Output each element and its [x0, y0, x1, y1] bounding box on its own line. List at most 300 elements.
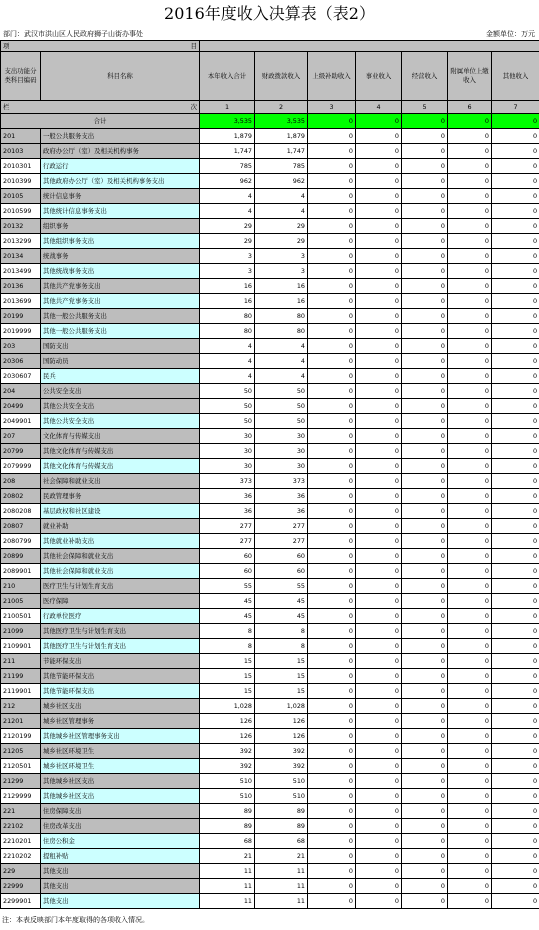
row-fiscal-income: 89 — [255, 804, 308, 819]
row-col-4: 0 — [356, 564, 402, 579]
row-col-3: 0 — [308, 129, 356, 144]
footnote: 注：本表反映部门本年度取得的各项收入情况。 — [2, 916, 149, 924]
header-item-left: 项 — [3, 42, 10, 50]
row-name: 其他医疗卫生与计划生育支出 — [41, 639, 200, 654]
row-col-7: 0 — [492, 714, 539, 729]
row-col-7: 0 — [492, 744, 539, 759]
row-fiscal-income: 80 — [255, 309, 308, 324]
row-col-4: 0 — [356, 864, 402, 879]
row-fiscal-income: 4 — [255, 354, 308, 369]
row-col-3: 0 — [308, 234, 356, 249]
row-code: 204 — [1, 384, 41, 399]
row-col-4: 0 — [356, 429, 402, 444]
row-col-6: 0 — [448, 864, 492, 879]
header-item-right: 目 — [190, 42, 197, 50]
row-col-5: 0 — [402, 264, 448, 279]
row-name: 其他公共安全支出 — [41, 414, 200, 429]
total-label: 合计 — [1, 114, 200, 129]
col-num-6: 6 — [448, 101, 492, 114]
row-total-income: 50 — [200, 399, 255, 414]
row-col-4: 0 — [356, 144, 402, 159]
row-col-4: 0 — [356, 354, 402, 369]
row-col-7: 0 — [492, 279, 539, 294]
row-col-7: 0 — [492, 399, 539, 414]
row-name: 其他组织事务支出 — [41, 234, 200, 249]
row-col-4: 0 — [356, 474, 402, 489]
row-name: 其他政府办公厅（室）及相关机构事务支出 — [41, 174, 200, 189]
row-col-6: 0 — [448, 654, 492, 669]
row-fiscal-income: 55 — [255, 579, 308, 594]
row-name: 其他医疗卫生与计划生育支出 — [41, 624, 200, 639]
row-col-3: 0 — [308, 414, 356, 429]
row-col-4: 0 — [356, 609, 402, 624]
row-total-income: 50 — [200, 414, 255, 429]
row-col-5: 0 — [402, 864, 448, 879]
row-col-3: 0 — [308, 519, 356, 534]
row-col-3: 0 — [308, 714, 356, 729]
row-col-4: 0 — [356, 849, 402, 864]
row-col-7: 0 — [492, 594, 539, 609]
row-code: 211 — [1, 654, 41, 669]
row-code: 20105 — [1, 189, 41, 204]
row-col-7: 0 — [492, 669, 539, 684]
row-name: 其他支出 — [41, 879, 200, 894]
row-total-income: 80 — [200, 324, 255, 339]
row-fiscal-income: 50 — [255, 414, 308, 429]
row-code: 2049901 — [1, 414, 41, 429]
row-total-income: 36 — [200, 489, 255, 504]
row-code: 207 — [1, 429, 41, 444]
row-col-5: 0 — [402, 654, 448, 669]
row-fiscal-income: 277 — [255, 534, 308, 549]
row-col-4: 0 — [356, 234, 402, 249]
row-total-income: 89 — [200, 819, 255, 834]
row-col-5: 0 — [402, 234, 448, 249]
row-fiscal-income: 11 — [255, 894, 308, 909]
row-total-income: 16 — [200, 294, 255, 309]
table-row — [1, 459, 539, 474]
row-total-income: 15 — [200, 654, 255, 669]
row-col-4: 0 — [356, 414, 402, 429]
row-col-4: 0 — [356, 669, 402, 684]
row-fiscal-income: 30 — [255, 444, 308, 459]
col-num-2: 2 — [255, 101, 308, 114]
row-col-4: 0 — [356, 129, 402, 144]
row-col-3: 0 — [308, 594, 356, 609]
row-col-7: 0 — [492, 144, 539, 159]
table-row — [1, 384, 539, 399]
row-code: 2120501 — [1, 759, 41, 774]
row-col-3: 0 — [308, 729, 356, 744]
row-col-6: 0 — [448, 354, 492, 369]
table-row — [1, 864, 539, 879]
row-code: 2013699 — [1, 294, 41, 309]
row-col-5: 0 — [402, 324, 448, 339]
row-name: 统战事务 — [41, 249, 200, 264]
row-total-income: 68 — [200, 834, 255, 849]
row-col-5: 0 — [402, 744, 448, 759]
row-col-4: 0 — [356, 699, 402, 714]
header-col-7: 其他收入 — [492, 52, 539, 101]
table-row — [1, 564, 539, 579]
row-col-6: 0 — [448, 549, 492, 564]
row-col-7: 0 — [492, 384, 539, 399]
row-total-income: 4 — [200, 369, 255, 384]
row-col-3: 0 — [308, 474, 356, 489]
row-col-3: 0 — [308, 279, 356, 294]
row-col-7: 0 — [492, 474, 539, 489]
row-name: 其他支出 — [41, 894, 200, 909]
row-col-6: 0 — [448, 474, 492, 489]
row-col-5: 0 — [402, 579, 448, 594]
row-col-7: 0 — [492, 264, 539, 279]
row-col-5: 0 — [402, 249, 448, 264]
row-code: 2120199 — [1, 729, 41, 744]
row-col-7: 0 — [492, 294, 539, 309]
row-name: 住房公积金 — [41, 834, 200, 849]
row-total-income: 3 — [200, 249, 255, 264]
header-item-cell — [1, 41, 200, 52]
row-fiscal-income: 4 — [255, 369, 308, 384]
table-row — [1, 399, 539, 414]
row-total-income: 50 — [200, 384, 255, 399]
table-row — [1, 774, 539, 789]
row-col-4: 0 — [356, 834, 402, 849]
header-index-cell — [1, 101, 200, 114]
total-value-7: 0 — [492, 114, 539, 129]
row-code: 20802 — [1, 489, 41, 504]
row-total-income: 1,879 — [200, 129, 255, 144]
row-col-6: 0 — [448, 639, 492, 654]
row-code: 20103 — [1, 144, 41, 159]
row-total-income: 80 — [200, 309, 255, 324]
row-col-3: 0 — [308, 789, 356, 804]
row-col-3: 0 — [308, 219, 356, 234]
row-col-7: 0 — [492, 189, 539, 204]
row-col-4: 0 — [356, 879, 402, 894]
row-total-income: 36 — [200, 504, 255, 519]
row-code: 2210201 — [1, 834, 41, 849]
row-fiscal-income: 8 — [255, 624, 308, 639]
row-col-5: 0 — [402, 384, 448, 399]
row-col-5: 0 — [402, 714, 448, 729]
row-col-6: 0 — [448, 624, 492, 639]
row-col-3: 0 — [308, 774, 356, 789]
row-col-3: 0 — [308, 384, 356, 399]
row-col-7: 0 — [492, 879, 539, 894]
row-col-7: 0 — [492, 369, 539, 384]
row-col-5: 0 — [402, 849, 448, 864]
header-row-index — [1, 101, 539, 114]
row-fiscal-income: 510 — [255, 789, 308, 804]
row-col-3: 0 — [308, 489, 356, 504]
row-col-6: 0 — [448, 834, 492, 849]
row-col-7: 0 — [492, 444, 539, 459]
row-code: 2210202 — [1, 849, 41, 864]
row-col-6: 0 — [448, 534, 492, 549]
row-name: 一般公共服务支出 — [41, 129, 200, 144]
row-col-4: 0 — [356, 519, 402, 534]
row-name: 其他统战事务支出 — [41, 264, 200, 279]
table-row — [1, 669, 539, 684]
row-name: 其他支出 — [41, 864, 200, 879]
row-col-3: 0 — [308, 699, 356, 714]
row-fiscal-income: 392 — [255, 759, 308, 774]
row-name: 城乡社区管理事务 — [41, 714, 200, 729]
row-col-3: 0 — [308, 354, 356, 369]
row-name: 行政运行 — [41, 159, 200, 174]
row-col-7: 0 — [492, 564, 539, 579]
row-col-6: 0 — [448, 189, 492, 204]
row-name: 其他城乡社区支出 — [41, 789, 200, 804]
total-value-3: 0 — [308, 114, 356, 129]
row-code: 203 — [1, 339, 41, 354]
row-name: 医疗保障 — [41, 594, 200, 609]
row-col-3: 0 — [308, 249, 356, 264]
row-name: 其他社会保障和就业支出 — [41, 549, 200, 564]
row-col-6: 0 — [448, 414, 492, 429]
row-col-7: 0 — [492, 459, 539, 474]
table-row — [1, 504, 539, 519]
row-code: 21201 — [1, 714, 41, 729]
row-col-3: 0 — [308, 639, 356, 654]
header-col-4: 事业收入 — [356, 52, 402, 101]
row-col-4: 0 — [356, 444, 402, 459]
row-fiscal-income: 11 — [255, 864, 308, 879]
row-code: 2129999 — [1, 789, 41, 804]
row-col-5: 0 — [402, 684, 448, 699]
row-fiscal-income: 36 — [255, 489, 308, 504]
header-code: 支出功能分类科目编码 — [1, 52, 41, 101]
row-col-5: 0 — [402, 834, 448, 849]
row-code: 2119901 — [1, 684, 41, 699]
total-value-5: 0 — [402, 114, 448, 129]
row-fiscal-income: 15 — [255, 654, 308, 669]
row-col-7: 0 — [492, 639, 539, 654]
table-row — [1, 264, 539, 279]
row-col-5: 0 — [402, 459, 448, 474]
row-col-6: 0 — [448, 234, 492, 249]
header-name: 科目名称 — [41, 52, 200, 101]
table-row — [1, 534, 539, 549]
row-total-income: 126 — [200, 714, 255, 729]
total-value-4: 0 — [356, 114, 402, 129]
row-name: 其他城乡社区支出 — [41, 774, 200, 789]
row-name: 城乡社区环境卫生 — [41, 744, 200, 759]
row-fiscal-income: 4 — [255, 204, 308, 219]
row-col-5: 0 — [402, 669, 448, 684]
row-col-7: 0 — [492, 684, 539, 699]
table-row — [1, 729, 539, 744]
table-row — [1, 174, 539, 189]
table-row — [1, 639, 539, 654]
row-col-5: 0 — [402, 894, 448, 909]
row-total-income: 30 — [200, 444, 255, 459]
row-col-6: 0 — [448, 249, 492, 264]
row-fiscal-income: 1,028 — [255, 699, 308, 714]
table-row — [1, 144, 539, 159]
row-col-5: 0 — [402, 519, 448, 534]
row-total-income: 3 — [200, 264, 255, 279]
row-col-3: 0 — [308, 849, 356, 864]
row-col-7: 0 — [492, 129, 539, 144]
row-col-3: 0 — [308, 609, 356, 624]
row-name: 节能环保支出 — [41, 654, 200, 669]
row-col-6: 0 — [448, 159, 492, 174]
table-row — [1, 339, 539, 354]
row-col-4: 0 — [356, 639, 402, 654]
table-row — [1, 429, 539, 444]
table-row — [1, 849, 539, 864]
row-code: 2030607 — [1, 369, 41, 384]
row-col-4: 0 — [356, 819, 402, 834]
table-row — [1, 624, 539, 639]
row-name: 提租补贴 — [41, 849, 200, 864]
row-name: 国防支出 — [41, 339, 200, 354]
row-col-6: 0 — [448, 504, 492, 519]
row-col-5: 0 — [402, 609, 448, 624]
table-row — [1, 699, 539, 714]
row-name: 政府办公厅（室）及相关机构事务 — [41, 144, 200, 159]
row-fiscal-income: 45 — [255, 594, 308, 609]
row-fiscal-income: 8 — [255, 639, 308, 654]
row-col-4: 0 — [356, 189, 402, 204]
row-col-5: 0 — [402, 774, 448, 789]
row-col-6: 0 — [448, 339, 492, 354]
row-col-7: 0 — [492, 549, 539, 564]
row-code: 2010399 — [1, 174, 41, 189]
table-row — [1, 309, 539, 324]
row-name: 民兵 — [41, 369, 200, 384]
row-total-income: 60 — [200, 564, 255, 579]
row-code: 22999 — [1, 879, 41, 894]
row-col-5: 0 — [402, 279, 448, 294]
table-row — [1, 354, 539, 369]
row-col-5: 0 — [402, 189, 448, 204]
row-col-4: 0 — [356, 744, 402, 759]
row-col-5: 0 — [402, 354, 448, 369]
row-col-5: 0 — [402, 504, 448, 519]
row-col-6: 0 — [448, 129, 492, 144]
table-row — [1, 204, 539, 219]
row-total-income: 55 — [200, 579, 255, 594]
row-total-income: 8 — [200, 639, 255, 654]
row-col-4: 0 — [356, 579, 402, 594]
row-total-income: 60 — [200, 549, 255, 564]
row-col-3: 0 — [308, 399, 356, 414]
row-total-income: 4 — [200, 339, 255, 354]
row-total-income: 4 — [200, 354, 255, 369]
row-col-3: 0 — [308, 654, 356, 669]
row-name: 就业补助 — [41, 519, 200, 534]
row-name: 其他文化体育与传媒支出 — [41, 444, 200, 459]
table-row — [1, 789, 539, 804]
row-col-7: 0 — [492, 789, 539, 804]
department-label: 部门：武汉市洪山区人民政府狮子山街办事处 — [3, 30, 143, 38]
row-col-6: 0 — [448, 399, 492, 414]
row-col-3: 0 — [308, 294, 356, 309]
row-col-5: 0 — [402, 759, 448, 774]
row-col-4: 0 — [356, 534, 402, 549]
row-fiscal-income: 29 — [255, 234, 308, 249]
row-col-7: 0 — [492, 489, 539, 504]
row-name: 其他统计信息事务支出 — [41, 204, 200, 219]
table-row — [1, 714, 539, 729]
row-col-4: 0 — [356, 774, 402, 789]
row-name: 其他一般公共服务支出 — [41, 309, 200, 324]
row-col-7: 0 — [492, 174, 539, 189]
total-row — [1, 114, 539, 129]
row-col-6: 0 — [448, 879, 492, 894]
row-code: 2019999 — [1, 324, 41, 339]
row-col-3: 0 — [308, 174, 356, 189]
row-fiscal-income: 785 — [255, 159, 308, 174]
row-col-7: 0 — [492, 579, 539, 594]
row-total-income: 373 — [200, 474, 255, 489]
row-col-7: 0 — [492, 429, 539, 444]
row-col-3: 0 — [308, 579, 356, 594]
row-name: 其他文化体育与传媒支出 — [41, 459, 200, 474]
row-col-4: 0 — [356, 309, 402, 324]
row-col-4: 0 — [356, 324, 402, 339]
row-name: 其他城乡社区管理事务支出 — [41, 729, 200, 744]
table-row — [1, 249, 539, 264]
unit-label: 金额单位：万元 — [486, 30, 535, 38]
row-col-5: 0 — [402, 429, 448, 444]
row-col-6: 0 — [448, 264, 492, 279]
row-col-6: 0 — [448, 699, 492, 714]
row-code: 20899 — [1, 549, 41, 564]
row-fiscal-income: 30 — [255, 459, 308, 474]
row-col-6: 0 — [448, 759, 492, 774]
row-col-7: 0 — [492, 519, 539, 534]
row-col-7: 0 — [492, 654, 539, 669]
row-col-5: 0 — [402, 489, 448, 504]
row-col-3: 0 — [308, 459, 356, 474]
row-fiscal-income: 962 — [255, 174, 308, 189]
total-value-6: 0 — [448, 114, 492, 129]
row-fiscal-income: 16 — [255, 294, 308, 309]
row-code: 20306 — [1, 354, 41, 369]
row-total-income: 29 — [200, 234, 255, 249]
total-value-1: 3,535 — [200, 114, 255, 129]
row-fiscal-income: 50 — [255, 399, 308, 414]
row-col-4: 0 — [356, 504, 402, 519]
row-col-4: 0 — [356, 804, 402, 819]
row-code: 22102 — [1, 819, 41, 834]
row-col-3: 0 — [308, 369, 356, 384]
row-name: 其他公共安全支出 — [41, 399, 200, 414]
row-col-4: 0 — [356, 894, 402, 909]
table-row — [1, 234, 539, 249]
row-code: 201 — [1, 129, 41, 144]
row-code: 2013299 — [1, 234, 41, 249]
row-col-4: 0 — [356, 399, 402, 414]
row-fiscal-income: 68 — [255, 834, 308, 849]
row-name: 住房改革支出 — [41, 819, 200, 834]
row-col-5: 0 — [402, 534, 448, 549]
table-row — [1, 684, 539, 699]
row-col-5: 0 — [402, 399, 448, 414]
row-col-7: 0 — [492, 819, 539, 834]
row-name: 其他节能环保支出 — [41, 669, 200, 684]
row-col-3: 0 — [308, 504, 356, 519]
row-col-6: 0 — [448, 279, 492, 294]
row-fiscal-income: 15 — [255, 684, 308, 699]
row-col-3: 0 — [308, 264, 356, 279]
row-total-income: 1,747 — [200, 144, 255, 159]
row-code: 20136 — [1, 279, 41, 294]
